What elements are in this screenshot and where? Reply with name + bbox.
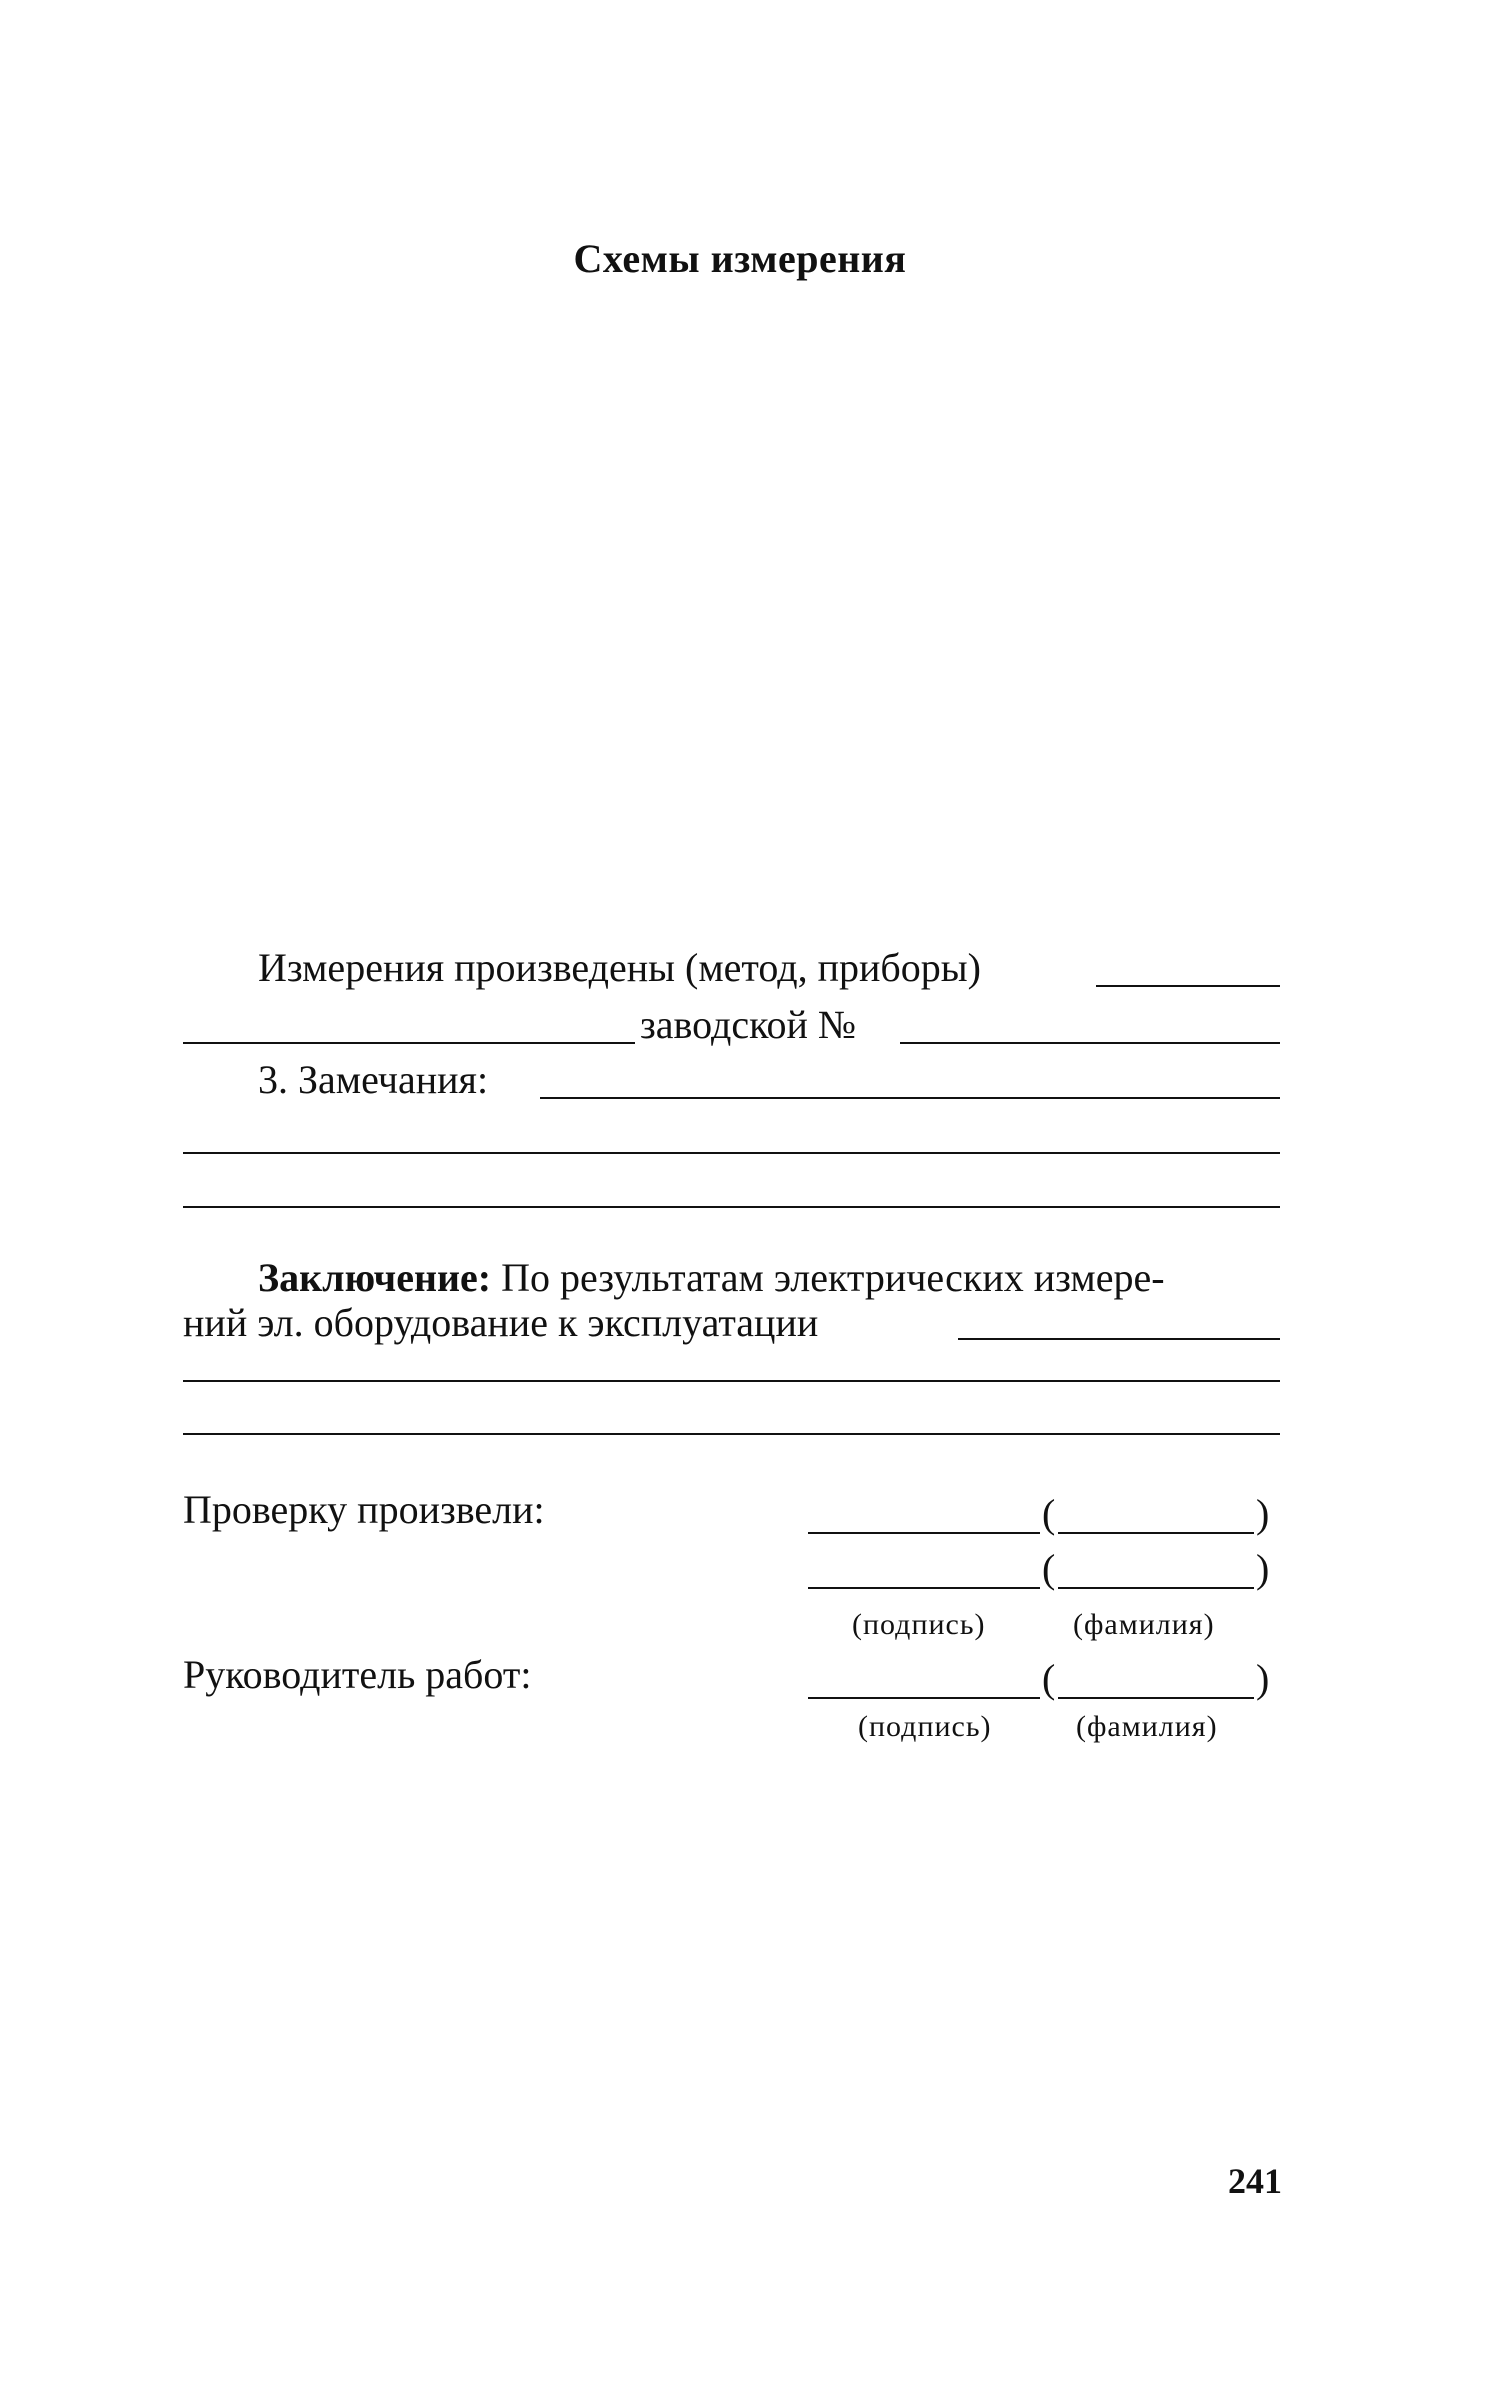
inspector-1-surname-field[interactable] (1058, 1532, 1254, 1534)
inspector-2-signature-field[interactable] (808, 1587, 1040, 1589)
inspector-2-paren-close: ) (1256, 1546, 1270, 1591)
factory-number-field[interactable] (900, 1042, 1280, 1044)
inspection-surname-caption: (фамилия) (1073, 1608, 1215, 1641)
supervisor-surname-caption: (фамилия) (1076, 1710, 1218, 1743)
supervisor-surname-field[interactable] (1058, 1697, 1254, 1699)
conclusion-text-2: ний эл. оборудование к эксплуатации (183, 1300, 819, 1345)
inspector-1-paren-close: ) (1256, 1491, 1270, 1536)
conclusion-label: Заключение: (258, 1255, 492, 1300)
conclusion-field-1[interactable] (958, 1338, 1280, 1340)
supervisor-paren-open: ( (1042, 1656, 1056, 1701)
inspector-2-paren-open: ( (1042, 1546, 1056, 1591)
inspector-1-signature-field[interactable] (808, 1532, 1040, 1534)
remarks-field-1[interactable] (540, 1097, 1280, 1099)
conclusion-text-1: По результатам электрических измере- (501, 1255, 1165, 1300)
measurements-method-field[interactable] (1096, 985, 1280, 987)
remarks-field-3[interactable] (183, 1206, 1280, 1208)
factory-number-label: заводской № (640, 1002, 857, 1047)
inspector-1-paren-open: ( (1042, 1491, 1056, 1536)
supervisor-signature-field[interactable] (808, 1697, 1040, 1699)
conclusion-field-3[interactable] (183, 1433, 1280, 1435)
inspection-signature-caption: (подпись) (852, 1608, 986, 1641)
supervisor-signature-caption: (подпись) (858, 1710, 992, 1743)
inspection-label: Проверку произвели: (183, 1487, 545, 1532)
measurements-label: Измерения произведены (метод, приборы) (258, 945, 981, 990)
measurements-instrument-field[interactable] (183, 1042, 635, 1044)
inspector-2-surname-field[interactable] (1058, 1587, 1254, 1589)
supervisor-label: Руководитель работ: (183, 1652, 532, 1697)
page-number: 241 (1228, 2161, 1282, 2201)
conclusion-line-1 (258, 1255, 1165, 1300)
supervisor-paren-close: ) (1256, 1656, 1270, 1701)
conclusion-field-2[interactable] (183, 1380, 1280, 1382)
remarks-field-2[interactable] (183, 1152, 1280, 1154)
page-title: Схемы измерения (573, 236, 907, 281)
remarks-label: 3. Замечания: (258, 1057, 489, 1102)
